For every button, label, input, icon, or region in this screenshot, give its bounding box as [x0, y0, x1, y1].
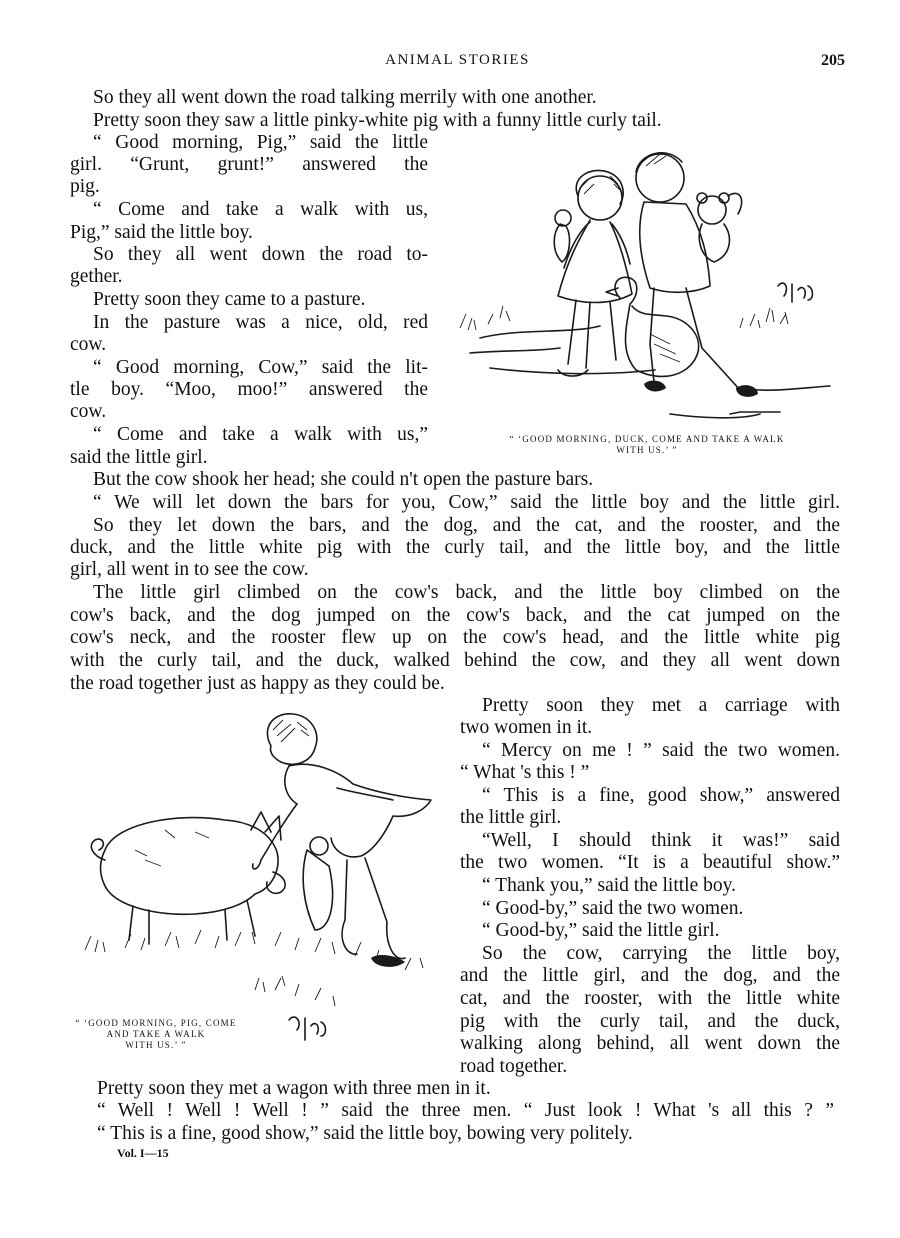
text-line: Pretty soon they saw a little pinky-white pig with a funny little curly tail. [93, 110, 662, 131]
caption-line: “ ‘GOOD MORNING, DUCK, COME AND TAKE A WALK [509, 434, 785, 444]
caption-line: AND TAKE A WALK [106, 1029, 206, 1039]
text-line: “ Well ! Well ! Well ! ” said the three men. “ Just look ! What 's all this ? ” [97, 1100, 834, 1121]
caption-line: “ ‘GOOD MORNING, PIG, COME [75, 1018, 237, 1028]
text-line: girl. “Grunt, grunt!” answered the [70, 154, 428, 175]
girl-pig-illustration [75, 700, 445, 1060]
text-line: But the cow shook her head; she could n't open the pasture bars. [93, 469, 594, 490]
volume-signature-mark: Vol. I—15 [117, 1146, 169, 1160]
text-line: cow. [70, 334, 107, 355]
text-line: Pretty soon they met a wagon with three men in it. [97, 1078, 491, 1099]
caption-line: WITH US.’ ” [125, 1040, 187, 1050]
text-line: “Well, I should think it was!” said [482, 830, 840, 851]
text-line: Pretty soon they met a carriage with [482, 695, 840, 716]
text-line: pig. [70, 176, 100, 197]
text-line: So the cow, carrying the little boy, [482, 943, 840, 964]
text-line: said the little girl. [70, 447, 208, 468]
text-line: the two women. “It is a beautiful show.” [460, 852, 840, 873]
text-line: “ We will let down the bars for you, Cow,” said the little boy and the little girl. [93, 492, 840, 513]
text-line: road together. [460, 1056, 568, 1077]
caption-line: WITH US.’ ” [616, 445, 678, 455]
children-duck-illustration [440, 138, 840, 428]
text-line: the little girl. [460, 807, 562, 828]
text-line: with the curly tail, and the duck, walked behind the cow, and they all went down [70, 650, 840, 671]
text-line: So they all went down the road talking merrily with one another. [93, 87, 597, 108]
text-line: “ Good-by,” said the little girl. [482, 920, 720, 941]
text-line: “ This is a fine, good show,” answered [482, 785, 840, 806]
text-line: gether. [70, 266, 123, 287]
text-line: “ Good morning, Cow,” said the lit- [93, 357, 428, 378]
text-line: So they all went down the road to- [93, 244, 428, 265]
text-line: “ Good morning, Pig,” said the little [93, 132, 428, 153]
text-line: Pretty soon they came to a pasture. [93, 289, 366, 310]
text-line: the road together just as happy as they could be. [70, 673, 445, 694]
page-header [70, 52, 845, 74]
text-line: pig with the curly tail, and the duck, [460, 1011, 840, 1032]
text-line: Pig,” said the little boy. [70, 222, 253, 243]
text-line: In the pasture was a nice, old, red [93, 312, 428, 333]
text-line: two women in it. [460, 717, 593, 738]
text-line: “ Thank you,” said the little boy. [482, 875, 736, 896]
text-line: “ What 's this ! ” [460, 762, 590, 783]
illustration-caption [75, 1018, 237, 1051]
text-line: cow's back, and the dog jumped on the cow's back, and the cat jumped on the [70, 605, 840, 626]
text-line: The little girl climbed on the cow's back, and the little boy climbed on the [93, 582, 840, 603]
text-line: “ Good-by,” said the two women. [482, 898, 744, 919]
text-line: “ Come and take a walk with us, [93, 199, 428, 220]
text-line: “ This is a fine, good show,” said the little boy, bowing very politely. [97, 1123, 633, 1144]
text-line: cow. [70, 401, 107, 422]
text-line: and the little girl, and the dog, and the [460, 965, 840, 986]
text-line: “ Come and take a walk with us,” [93, 424, 428, 445]
illustration-caption [452, 434, 842, 456]
text-line: So they let down the bars, and the dog, and the cat, and the rooster, and the [93, 515, 840, 536]
text-line: girl, all went in to see the cow. [70, 559, 309, 580]
text-line: “ Mercy on me ! ” said the two women. [482, 740, 840, 761]
text-line: walking along behind, all went down the [460, 1033, 840, 1054]
text-line: duck, and the little white pig with the curly tail, and the little boy, and the little [70, 537, 840, 558]
running-title: ANIMAL STORIES [385, 52, 530, 68]
text-line: tle boy. “Moo, moo!” answered the [70, 379, 428, 400]
text-line: cat, and the rooster, with the little white [460, 988, 840, 1009]
page-number: 205 [821, 52, 845, 69]
text-line: cow's neck, and the rooster flew up on the cow's head, and the little white pig [70, 627, 840, 648]
